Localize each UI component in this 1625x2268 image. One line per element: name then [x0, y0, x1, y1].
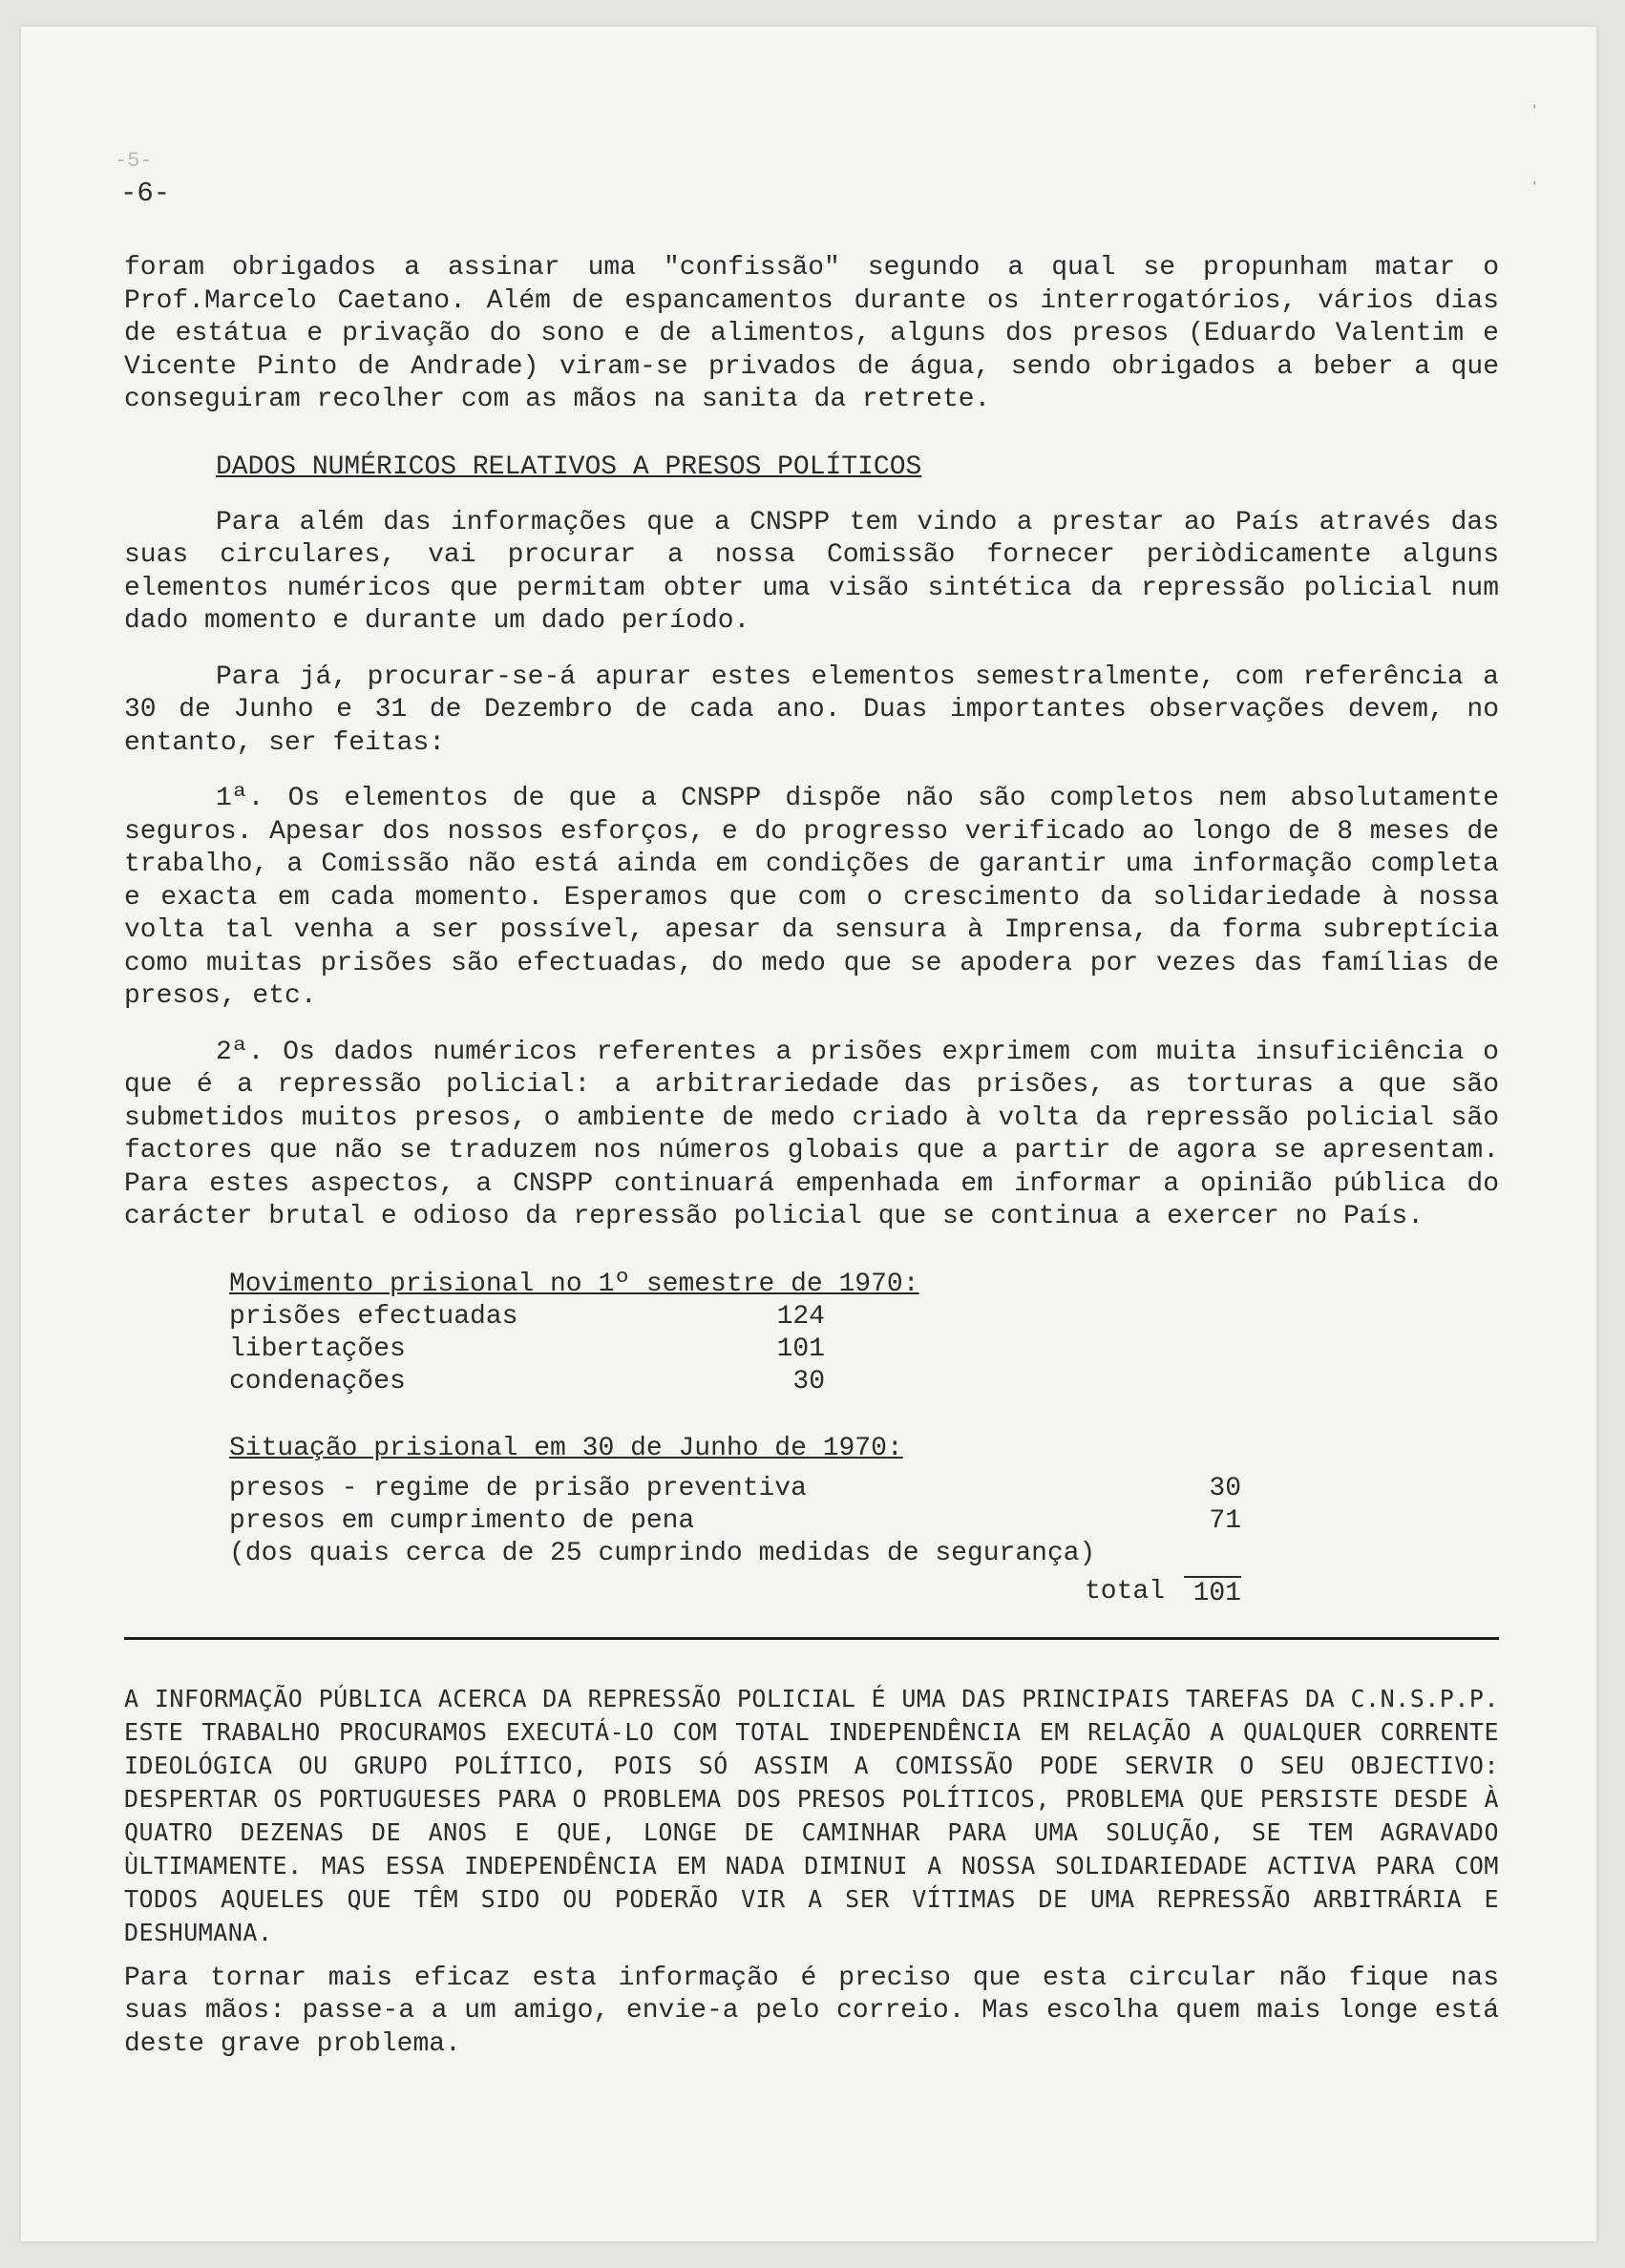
stat-label: presos em cumprimento de pena — [229, 1505, 695, 1536]
intro-paragraph: foram obrigados a assinar uma "confissão" segundo a qual se propunham matar o Prof.Marcelo Caetano. Além de espancamentos durante os interrogatórios, vários dias de estátua e privação do sono e de alimentos, alguns dos presos (Eduardo Valentim e Vicente Pinto de Andrade) viram-se privados de água, sendo obrigados a beber a que conseguiram recolher com as mãos na sanita da retrete. — [124, 253, 1499, 414]
margin-mark: ˈ — [1528, 179, 1542, 205]
situation-stats — [229, 1433, 1499, 1610]
stat-label: presos - regime de prisão preventiva — [229, 1473, 807, 1503]
observation-2: 2ª. Os dados numéricos referentes a prisões exprimem com muita insuficiência o que é a repressão policial: a arbitrariedade das prisões, as torturas a que são submetidos muitos presos, o ambiente de medo criado à volta da repressão policial são factores que não se traduzem nos números globais que a partir de agora se apresentam. Para estes aspectos, a CNSPP continuará empenhada em informar a opinião pública do carácter brutal e odioso da repressão policial que se continua a exercer no País. — [124, 1037, 1499, 1231]
movement-title: Movimento prisional no 1º semestre de 1970: — [229, 1269, 919, 1299]
margin-mark: ˈ — [1528, 103, 1542, 129]
stat-row — [229, 1334, 1499, 1366]
stat-label: (dos quais cerca de 25 cumprindo medidas de segurança) — [229, 1538, 1096, 1568]
stat-value: 124 — [776, 1301, 825, 1332]
stat-value: 71 — [1209, 1505, 1241, 1536]
stat-row — [229, 1366, 1499, 1398]
page-number: -6- — [120, 178, 171, 209]
divider-line — [124, 1637, 1499, 1640]
bleed-through-page-number: -5- — [115, 149, 153, 173]
total-row — [229, 1576, 1499, 1610]
stat-label: condenações — [229, 1366, 406, 1396]
stat-value: 30 — [1209, 1473, 1241, 1503]
section-heading: DADOS NUMÉRICOS RELATIVOS A PRESOS POLÍTICOS — [216, 452, 922, 482]
page-content — [124, 252, 1499, 2061]
stat-label: prisões efectuadas — [229, 1301, 518, 1332]
stat-row — [229, 1505, 1499, 1538]
closing-paragraph: Para tornar mais eficaz esta informação é preciso que esta circular não fique nas suas mãos: passe-a a um amigo, envie-a pelo correio. Mas escolha quem mais longe está deste grave problema. — [124, 1963, 1499, 2059]
stat-row — [229, 1538, 1499, 1570]
observation-1: 1ª. Os elementos de que a CNSPP dispõe não são completos nem absolutamente seguros. Apesar dos nossos esforços, e do progresso verificado ao longo de 8 meses de trabalho, a Comissão não está ainda em condições de garantir uma informação completa e exacta em cada momento. Esperamos que com o crescimento da solidariedade à nossa volta tal venha a ser possível, apesar da sensura à Imprensa, da forma subreptícia como muitas prisões são efectuadas, do medo que se apodera por vezes das famílias de presos, etc. — [124, 784, 1499, 1011]
total-value: 101 — [1184, 1576, 1241, 1610]
stat-value: 101 — [776, 1334, 825, 1364]
stat-row — [229, 1301, 1499, 1334]
paragraph-purpose: Para além das informações que a CNSPP tem vindo a prestar ao País através das suas circulares, vai procurar a nossa Comissão fornecer periòdicamente alguns elementos numéricos que permitam obter uma visão sintética da repressão policial num dado momento e durante um dado período. — [124, 507, 1499, 636]
paragraph-schedule: Para já, procurar-se-á apurar estes elementos semestralmente, com referência a 30 de Junho e 31 de Dezembro de cada ano. Duas importantes observações devem, no entanto, ser feitas: — [124, 662, 1499, 758]
stat-row — [229, 1473, 1499, 1505]
notice-paragraph: A INFORMAÇÃO PÚBLICA ACERCA DA REPRESSÃO POLICIAL É UMA DAS PRINCIPAIS TAREFAS DA C.N.S.P.P. ESTE TRABALHO PROCURAMOS EXECUTÁ-LO COM TOTAL INDEPENDÊNCIA EM RELAÇÃO A QUALQUER CORRENTE IDEOLÓGICA OU GRUPO POLÍTICO, POIS SÓ ASSIM A COMISSÃO PODE SERVIR O SEU OBJECTIVO: DESPERTAR OS PORTUGUESES PARA O PROBLEMA DOS PRESOS POLÍTICOS, PROBLEMA QUE PERSISTE DESDE À QUATRO DEZENAS DE ANOS E QUE, LONGE DE CAMINHAR PARA UMA SOLUÇÃO, SE TEM AGRAVADO ÙLTIMAMENTE. MAS ESSA INDEPENDÊNCIA EM NADA DIMINUI A NOSSA SOLIDARIEDADE ACTIVA PARA COM TODOS AQUELES QUE TÊM SIDO OU PODERÃO VIR A SER VÍTIMAS DE UMA REPRESSÃO ARBITRÁRIA E DESHUMANA. — [124, 1684, 1499, 1946]
stat-value — [1184, 1538, 1241, 1570]
stat-value: 30 — [792, 1366, 825, 1396]
document-page — [21, 27, 1596, 2241]
situation-title: Situação prisional em 30 de Junho de 1970: — [229, 1433, 903, 1463]
total-label: total — [1084, 1576, 1165, 1606]
stat-label: libertações — [229, 1334, 406, 1364]
movement-stats — [229, 1269, 1499, 1398]
